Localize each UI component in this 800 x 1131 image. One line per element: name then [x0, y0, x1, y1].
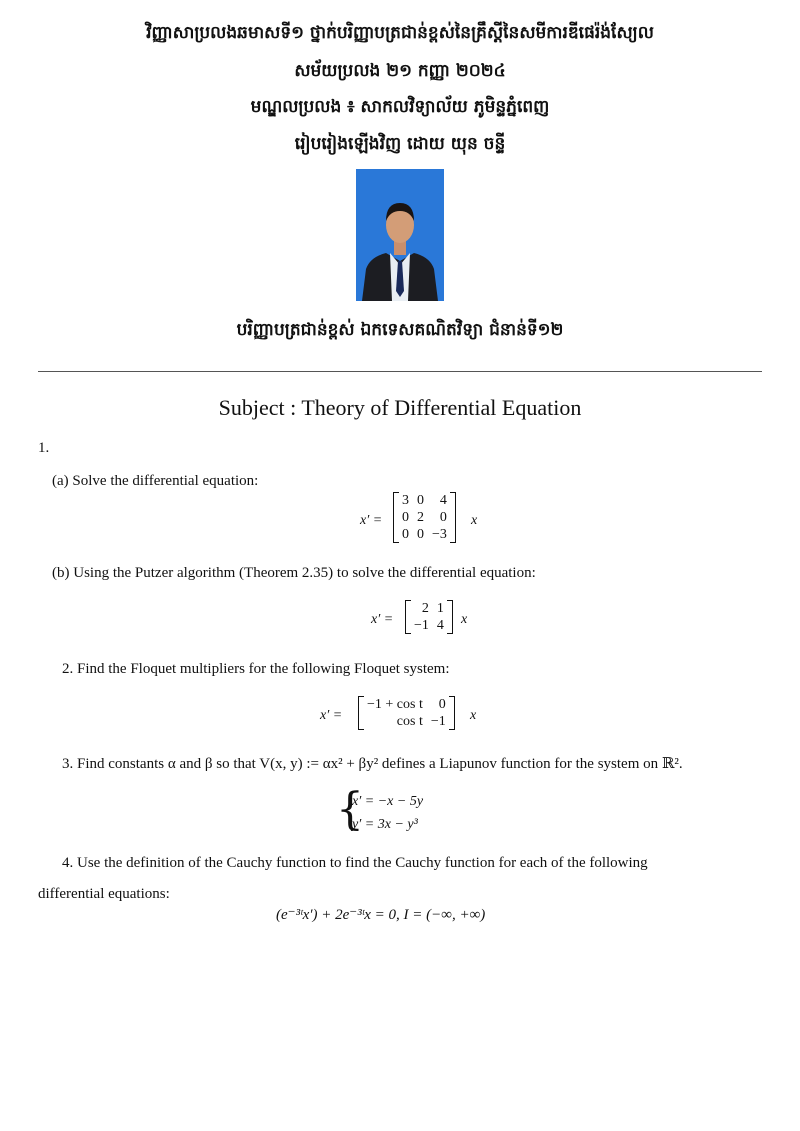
- matrix-cell: −1: [414, 618, 429, 633]
- subject-title: Subject : Theory of Differential Equation: [218, 395, 582, 420]
- q2-lhs: x′ =: [320, 708, 343, 723]
- matrix-cell: 3: [402, 493, 409, 508]
- q3-equation-2: y′ = 3x − y³: [352, 817, 418, 832]
- header-line-5: បរិញ្ញាបត្រជាន់ខ្ពស់ ឯកទេសគណិតវិទ្យា ជំនាន់ទី១២: [236, 320, 564, 340]
- matrix-cell: cos t: [396, 714, 423, 729]
- question-4-text-2: differential equations:: [38, 886, 170, 902]
- header-line-3: មណ្ឌលប្រលង ៖ សាកលវិទ្យាល័យ ភូមិន្ទភ្នំពេញ: [250, 97, 550, 117]
- matrix-cell: 0: [417, 493, 424, 508]
- question-2-text: 2. Find the Floquet multipliers for the following Floquet system:: [62, 661, 450, 677]
- matrix-cell: 2: [417, 510, 424, 525]
- question-1-number: 1.: [38, 440, 50, 456]
- system-brace: {: [336, 784, 364, 835]
- q1a-matrix: [393, 492, 456, 543]
- matrix-cell: −1: [430, 714, 446, 729]
- matrix-cell: 4: [436, 618, 444, 633]
- q1b-lhs: x′ =: [371, 612, 394, 627]
- question-4-text-1: 4. Use the definition of the Cauchy function to find the Cauchy function for each of the following: [62, 855, 648, 871]
- matrix-cell: −1 + cos t: [367, 697, 423, 712]
- matrix-cell: 0: [402, 527, 409, 542]
- matrix-cell: 0: [417, 527, 424, 542]
- divider: [38, 371, 762, 372]
- q1a-lhs: x′ =: [360, 513, 383, 528]
- header-line-2: សម័យប្រលង ២១ កញ្ញា ២០២៤: [294, 61, 506, 81]
- matrix-cell: 0: [438, 697, 446, 712]
- header-line-4: រៀបរៀងឡើងវិញ ដោយ យុន ចន្ទី: [294, 134, 506, 154]
- q3-equation-1: x′ = −x − 5y: [352, 794, 424, 809]
- matrix-cell: 0: [402, 510, 409, 525]
- q1b-rhs: x: [461, 612, 468, 627]
- matrix-cell: 1: [436, 601, 444, 616]
- header-line-1: វិញ្ញាសាប្រលងឆមាសទី១ ថ្នាក់បរិញ្ញាបត្រជាន់ខ្ពស់នៃគ្រឹស្តីនៃសមីការឌីផេរ៉ង់ស្យែល: [146, 23, 654, 43]
- author-photo: [356, 169, 444, 301]
- matrix-cell: 2: [421, 601, 429, 616]
- q2-matrix: [358, 696, 455, 730]
- question-1b-text: (b) Using the Putzer algorithm (Theorem 2.35) to solve the differential equation:: [52, 565, 536, 581]
- q1a-rhs: x: [471, 513, 478, 528]
- q1b-matrix: [405, 600, 453, 634]
- question-3-text: 3. Find constants α and β so that V(x, y) := αx² + βy² defines a Liapunov function for the system on ℝ².: [62, 756, 683, 772]
- question-1a-text: (a) Solve the differential equation:: [52, 473, 259, 489]
- portrait-image: [356, 169, 444, 301]
- q2-rhs: x: [470, 708, 477, 723]
- matrix-cell: 4: [439, 493, 447, 508]
- matrix-cell: 0: [439, 510, 447, 525]
- q4-equation: (e⁻³ᵗx′) + 2e⁻³ᵗx = 0, I = (−∞, +∞): [276, 907, 486, 923]
- matrix-cell: −3: [432, 527, 447, 542]
